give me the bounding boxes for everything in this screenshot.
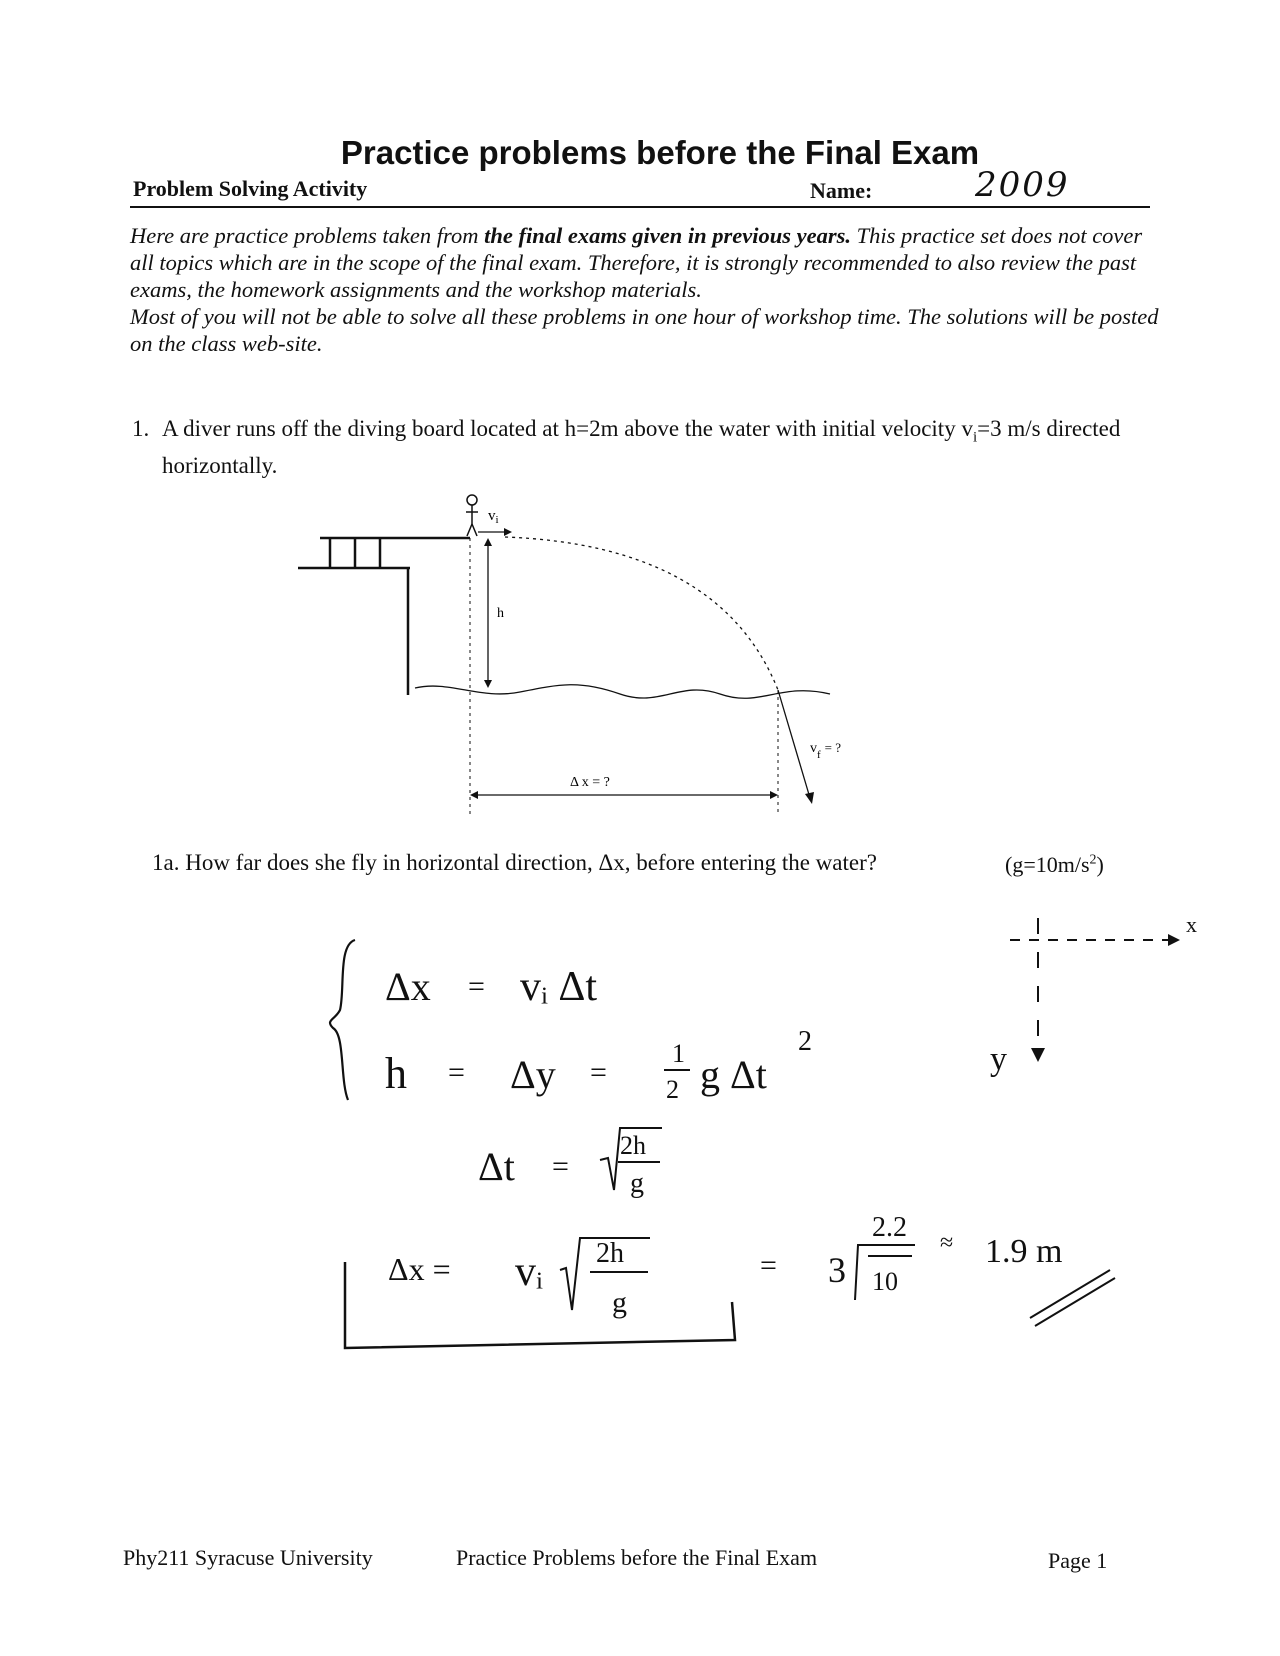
- solution-line2-mid: Δy: [510, 1052, 556, 1097]
- solution-half-den: 2: [666, 1075, 679, 1104]
- solution-dt-num: 2h: [620, 1131, 646, 1160]
- solution-dt-lhs: Δt: [478, 1144, 515, 1189]
- result-underline-1: [1030, 1270, 1110, 1318]
- solution-final-num: 2h: [596, 1238, 624, 1269]
- gravity-note-text: (g=10m/s: [1005, 852, 1090, 877]
- solution-final-den-2: 10: [872, 1267, 898, 1296]
- intro-p1-start: Here are practice problems taken from: [130, 223, 485, 248]
- problem-1-text-end: =3 m/s directed horizontally.: [162, 416, 1121, 478]
- solution-line2-lhs: h: [385, 1049, 407, 1098]
- solution-dt-eq: =: [552, 1150, 569, 1183]
- footer-page-number: Page 1: [1048, 1548, 1108, 1573]
- result-underline-2: [1035, 1278, 1115, 1326]
- name-value-handwritten: 2009: [975, 165, 1070, 205]
- solution-dt-den: g: [630, 1168, 644, 1199]
- footer-course: Phy211 Syracuse University: [123, 1545, 373, 1570]
- solution-final-num-2: 2.2: [872, 1212, 907, 1243]
- intro-paragraph-2: Most of you will not be able to solve all these problems in one hour of workshop time. The solutions will be posted on the class web-site.: [130, 304, 1159, 356]
- solution-line2-eq2: =: [590, 1056, 607, 1089]
- solution-final-result: 1.9 m: [985, 1233, 1063, 1270]
- system-brace: [330, 940, 355, 1100]
- solution-final-lhs: Δx =: [388, 1251, 451, 1287]
- solution-line1-eq: =: [468, 970, 485, 1003]
- solution-line2-eq: =: [448, 1056, 465, 1089]
- question-1a: 1a. How far does she fly in horizontal direction, Δx, before entering the water?: [152, 850, 877, 875]
- problem-1-number: 1.: [132, 416, 150, 441]
- solution-line1-rhs: vᵢ Δt: [520, 964, 598, 1010]
- solution-line1-lhs: Δx: [385, 964, 431, 1009]
- axis-y-label: y: [990, 1041, 1007, 1078]
- solution-final-vi: vᵢ: [515, 1249, 543, 1295]
- solution-half-num: 1: [672, 1039, 685, 1068]
- solution-line2-sup: 2: [798, 1026, 812, 1057]
- vi-label: $v_i$: [488, 508, 499, 526]
- axis-x-arrowhead: [1168, 934, 1180, 946]
- gravity-note-sup: 2: [1089, 852, 1097, 868]
- page-title: Practice problems before the Final Exam: [340, 134, 980, 171]
- vf-label: $v_f$ = ?: [810, 740, 842, 761]
- axis-x-label: x: [1186, 912, 1197, 937]
- intro-p1-bold: the final exams given in previous years.: [484, 223, 851, 248]
- problem-1-vi-sub: i: [972, 429, 978, 446]
- dx-label: Δ x = ?: [570, 775, 610, 790]
- name-label: Name:: [810, 178, 873, 203]
- solution-final-eq: =: [760, 1249, 777, 1282]
- solution-final-coef: 3: [828, 1250, 846, 1290]
- activity-label: Problem Solving Activity: [133, 176, 368, 201]
- h-label: h: [497, 606, 504, 621]
- solution-line2-rhs: g Δt: [700, 1052, 767, 1097]
- axis-y-arrowhead: [1031, 1048, 1045, 1062]
- gravity-note-close: ): [1096, 852, 1104, 877]
- solution-final-den: g: [612, 1286, 627, 1319]
- problem-1-text-start: A diver runs off the diving board located at h=2m above the water with initial velocity v: [162, 416, 973, 441]
- footer-title: Practice Problems before the Final Exam: [456, 1545, 818, 1570]
- intro-p1-end: This practice set does not cover all topics which are in the scope of the final exam. Therefore, it is strongly recommended to also review the past exams, the homework assignments and the workshop materials.: [130, 223, 1143, 302]
- solution-final-approx: ≈: [940, 1230, 954, 1256]
